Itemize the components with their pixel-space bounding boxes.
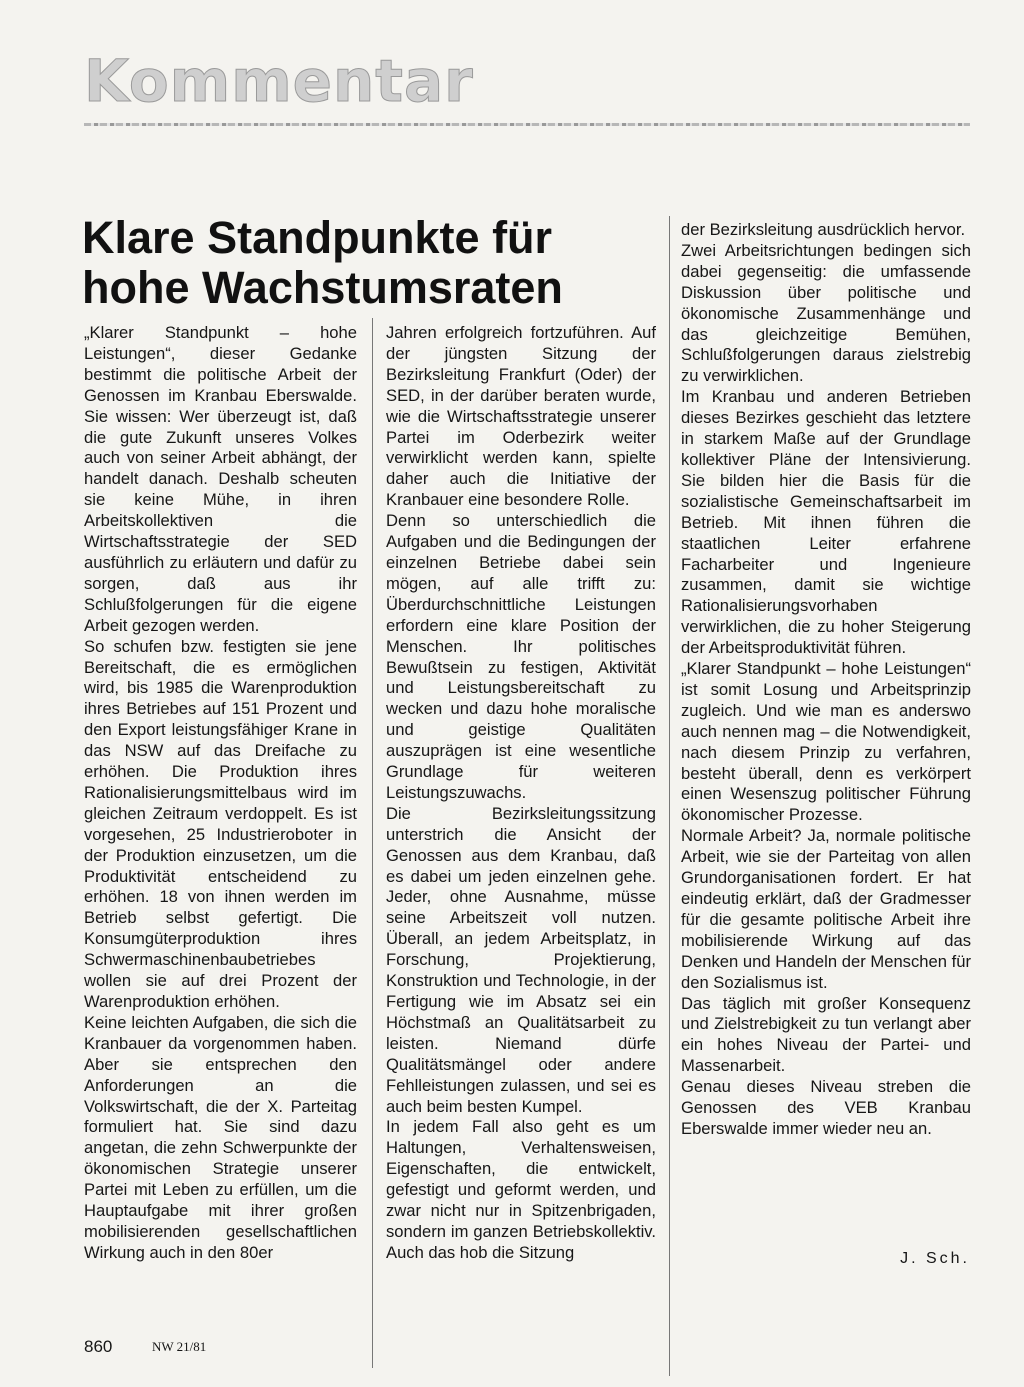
column-divider [372,318,373,1368]
paragraph: „Klarer Standpunkt – hohe Leistungen“ ist somit Losung und Arbeitsprinzip zugleich. Und wie man es anderswo auch nennen mag – die Notwendigkeit, nach diesem Prinzip zu verfahren, besteht überall, denn es verkörpert einen Wesenszug politischer Führung ökonomischer Prozesse. [681,659,971,825]
paragraph: „Klarer Standpunkt – hohe Leistungen“, dieser Gedanke bestimmt die politische Arbeit der Genossen im Kranbau Eberswalde. Sie wissen: Wer überzeugt ist, daß die gute Zukunft unseres Volkes auch von seiner Arbeit abhängt, der handelt danach. Deshalb scheuten sie keine Mühe, in ihren Arbeitskollektiven die Wirtschaftsstrategie der SED ausführlich zu erläutern und dafür zu sorgen, daß aus ihr Schlußfolgerungen für die eigene Arbeit gezogen werden. [84,323,357,635]
paragraph: Die Bezirksleitungssitzung unterstrich die Ansicht der Genossen aus dem Kranbau, daß es dabei um jeden einzelnen gehe. Jeder, ohne Ausnahme, müsse seine Arbeitszeit voll nutzen. Überall, an jedem Arbeitsplatz, in Forschung, Projektierung, Konstruktion und Technologie, in der Fertigung wie im Absatz sei ein Höchstmaß an Qualitätsarbeit zu leisten. Niemand dürfe Qualitätsmängel oder andere Fehlleistungen zulassen, und sei es auch beim besten Kumpel. [386,803,656,1116]
paragraph: Normale Arbeit? Ja, normale politische Arbeit, wie sie der Parteitag von allen Grundorganisationen fordert. Er hat eindeutig erklärt, daß der Gradmesser für die gesamte politische Arbeit ihre mobilisierende Wirkung auf das Denken und Handeln der Menschen für den Sozialismus ist. [681,826,971,992]
article-headline [82,213,652,313]
paragraph: Genau dieses Niveau streben die Genossen des VEB Kranbau Eberswalde immer wieder neu an. [681,1077,971,1138]
paragraph: Zwei Arbeitsrichtungen bedingen sich dabei gegenseitig: die umfassende Diskussion über politische und ökonomische Zusammenhänge und das gleichzeitige Bemühen, Schlußfolgerungen daraus zielstrebig zu verwirklichen. [681,240,971,386]
paragraph: Keine leichten Aufgaben, die sich die Kranbauer da vorgenommen haben. Aber sie entsprechen den Anforderungen an die Volkswirtschaft, die der X. Parteitag formuliert hat. Sie sind dazu angetan, die zehn Schwerpunkte der ökonomischen Strategie unserer Partei mit Leben zu erfüllen, um die Hauptaufgabe mit ihrer großen mobilisierenden gesellschaftlichen Wirkung auch in den 80er [84,1012,357,1262]
header-rule [84,123,970,126]
article-column-3 [681,220,971,1140]
paragraph: Im Kranbau und anderen Betrieben dieses Bezirkes geschieht das letztere in starkem Maße auf der Grundlage kollektiver Pläne der Intensivierung. Sie bilden hier die Basis für die sozialistische Gemeinschaftsarbeit im Betrieb. Mit ihnen führen die staatlichen Leiter erfahrene Facharbeiter und Ingenieure zusammen, damit sie wichtige Rationalisierungsvorhaben verwirklichen, die zu hoher Steigerung der Arbeitsproduktivität führen. [681,387,971,658]
section-label: Kommentar [84,47,474,115]
paragraph: der Bezirksleitung ausdrücklich hervor. [681,220,966,239]
article-column-2 [386,323,656,1264]
author-signature: J. Sch. [900,1250,970,1267]
issue-reference: NW 21/81 [152,1339,207,1354]
headline-line: Klare Standpunkte für [82,212,553,263]
article-column-1 [84,323,357,1264]
paragraph: In jedem Fall also geht es um Haltungen, Verhaltensweisen, Eigenschaften, die entwickelt, gefestigt und geformt werden, und zwar nicht nur in Spitzenbrigaden, sondern im ganzen Betriebskollektiv. Auch das hob die Sitzung [386,1117,656,1262]
paragraph: So schufen bzw. festigten sie jene Bereitschaft, die es ermöglichen wird, bis 1985 die Warenproduktion ihres Betriebes auf 151 Prozent und den Export leistungsfähiger Krane in das NSW auf das Dreifache zu erhöhen. Die Produktion ihres Rationalisierungsmittelbaus wird im gleichen Zeitraum verdoppelt. Es ist vorgesehen, 25 Industrieroboter in der Produktion einzusetzen, um die Produktivität entscheidend zu erhöhen. 18 von ihnen werden im Betrieb selbst gefertigt. Die Konsumgüterproduktion ihres Schwermaschinenbaubetriebes wollen sie auf drei Prozent der Warenproduktion erhöhen. [84,636,357,1011]
paragraph: Das täglich mit großer Konsequenz und Zielstrebigkeit zu tun verlangt aber ein hohes Niveau der Partei- und Massenarbeit. [681,993,971,1076]
paragraph: Denn so unterschiedlich die Aufgaben und die Bedingungen der einzelnen Betriebe dabei sein mögen, auf alle trifft zu: Überdurchschnittliche Leistungen erfordern eine klare Position der Menschen. Ihr politisches Bewußtsein zu festigen, Aktivität und Leistungsbereitschaft zu wecken und dazu hohe moralische und geistige Qualitäten auszuprägen ist eine wesentliche Grundlage für weiteren Leistungszuwachs. [386,511,656,802]
headline-line: hohe Wachstumsraten [82,262,563,313]
paragraph: Jahren erfolgreich fortzuführen. Auf der jüngsten Sitzung der Bezirksleitung Frankfurt (Oder) der SED, in der darüber beraten wurde, wie die Wirtschaftsstrategie unserer Partei im Oderbezirk weiter verwirklicht werden kann, spielte daher auch die Initiative der Kranbauer eine besondere Rolle. [386,323,656,510]
column-divider [669,216,670,1376]
page-number: 860 [84,1337,113,1356]
